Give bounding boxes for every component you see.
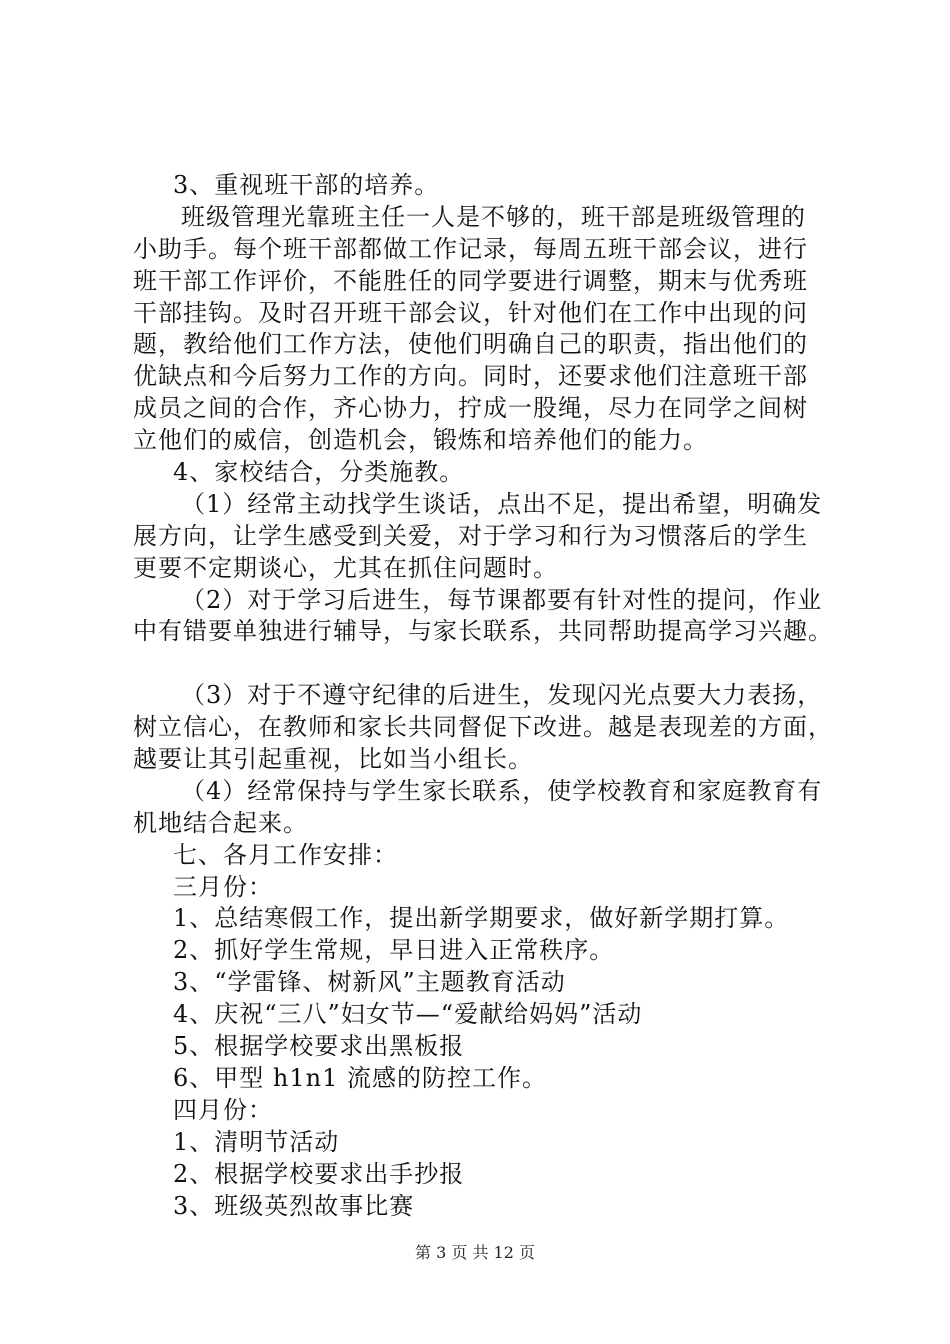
- paragraph-line: （3）对于不遵守纪律的后进生，发现闪光点要大力表扬，: [181, 681, 823, 710]
- paragraph-line: 立他们的威信，创造机会，锻炼和培养他们的能力。: [133, 426, 708, 455]
- list-item: 4、庆祝“三八”妇女节—“爱献给妈妈”活动: [173, 1000, 643, 1029]
- list-item: 1、总结寒假工作，提出新学期要求，做好新学期打算。: [173, 904, 790, 933]
- paragraph-line: 题，教给他们工作方法，使他们明确自己的职责，指出他们的: [133, 330, 808, 359]
- section-heading: 3、重视班干部的培养。: [173, 171, 440, 199]
- document-body: [133, 170, 853, 1222]
- paragraph-line: 小助手。每个班干部都做工作记录，每周五班干部会议，进行: [133, 234, 808, 263]
- list-item: 1、清明节活动: [173, 1127, 340, 1156]
- list-item: 3、班级英烈故事比赛: [173, 1191, 415, 1220]
- paragraph-line: 优缺点和今后努力工作的方向。同时，还要求他们注意班干部: [133, 362, 808, 391]
- paragraph-line: 干部挂钩。及时召开班干部会议，针对他们在工作中出现的问: [133, 298, 808, 327]
- page-number-footer: 第 3 页 共 12 页: [415, 1243, 535, 1262]
- section-heading: 4、家校结合，分类施教。: [173, 458, 465, 487]
- list-item: 5、根据学校要求出黑板报: [173, 1032, 465, 1061]
- list-item: 6、甲型 h1n1 流感的防控工作。: [173, 1063, 547, 1092]
- list-item: 2、抓好学生常规，早日进入正常秩序。: [173, 936, 615, 965]
- paragraph-line: 班级管理光靠班主任一人是不够的，班干部是班级管理的: [181, 202, 806, 231]
- paragraph-line: 更要不定期谈心，尤其在抓住问题时。: [133, 553, 558, 582]
- paragraph-line: （4）经常保持与学生家长联系，使学校教育和家庭教育有: [181, 776, 823, 805]
- blank-line: [133, 648, 853, 680]
- month-heading: 三月份：: [173, 872, 273, 901]
- paragraph-line: 成员之间的合作，齐心协力，拧成一股绳，尽力在同学之间树: [133, 394, 808, 423]
- paragraph-line: 中有错要单独进行辅导，与家长联系，共同帮助提高学习兴趣。: [133, 617, 833, 646]
- list-item: 3、“学雷锋、树新风”主题教育活动: [173, 968, 566, 997]
- paragraph-line: 展方向，让学生感受到关爱，对于学习和行为习惯落后的学生: [133, 521, 808, 550]
- paragraph-line: 班干部工作评价，不能胜任的同学要进行调整，期末与优秀班: [133, 266, 808, 295]
- list-item: 2、根据学校要求出手抄报: [173, 1159, 465, 1188]
- month-heading: 四月份：: [173, 1095, 273, 1124]
- section-heading: 七、各月工作安排：: [173, 840, 398, 869]
- paragraph-line: 越要让其引起重视，比如当小组长。: [133, 745, 533, 774]
- paragraph-line: （1）经常主动找学生谈话，点出不足，提出希望，明确发: [181, 489, 823, 518]
- paragraph-line: （2）对于学习后进生，每节课都要有针对性的提问，作业: [181, 585, 823, 614]
- paragraph-line: 树立信心，在教师和家长共同督促下改进。越是表现差的方面，: [133, 713, 833, 742]
- paragraph-line: 机地结合起来。: [133, 808, 308, 837]
